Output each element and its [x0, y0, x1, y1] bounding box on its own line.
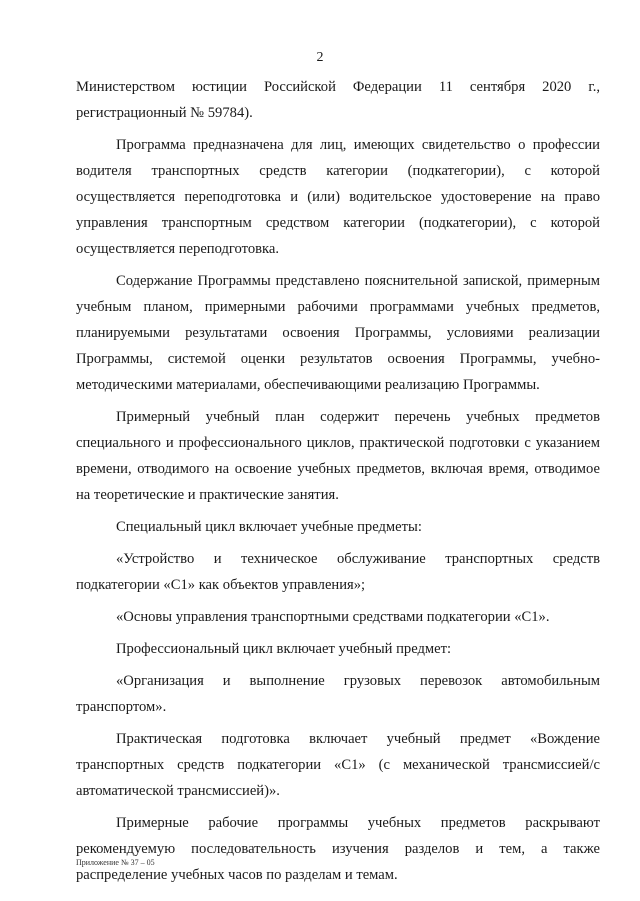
document-body: [76, 74, 600, 894]
footer-annex-label: Приложение № 37 – 05: [76, 858, 155, 867]
paragraph-work-programs: Примерные рабочие программы учебных предметов раскрывают рекомендуемую последовательность изучения разделов и тем, а также распределение учебных часов по разделам и темам.: [76, 815, 600, 883]
paragraph-special-cycle: Специальный цикл включает учебные предметы:: [116, 519, 422, 535]
paragraph-curriculum: Примерный учебный план содержит перечень учебных предметов специального и профессионального циклов, практической подготовки с указанием времени, отводимого на освоение учебных предметов, включая время, отводимое на теоретические и практические занятия.: [76, 409, 600, 503]
paragraph-practical-training: Практическая подготовка включает учебный предмет «Вождение транспортных средств подкатегории «C1» (с механической трансмиссией/с автоматической трансмиссией)».: [76, 731, 600, 799]
paragraph-subject-control: «Основы управления транспортными средствами подкатегории «C1».: [116, 609, 550, 625]
paragraph-subject-transport: «Организация и выполнение грузовых перевозок автомобильным транспортом».: [76, 673, 600, 715]
paragraph-continuation: Министерством юстиции Российской Федерации 11 сентября 2020 г., регистрационный № 59784).: [76, 79, 600, 121]
page-number: 2: [316, 50, 324, 65]
paragraph-subject-device: «Устройство и техническое обслуживание транспортных средств подкатегории «C1» как объектов управления»;: [76, 551, 600, 593]
paragraph-professional-cycle: Профессиональный цикл включает учебный предмет:: [116, 641, 452, 657]
paragraph-program-audience: Программа предназначена для лиц, имеющих свидетельство о профессии водителя транспортных средств категории (подкатегории), с которой осуществляется переподготовка и (или) водительское удостоверение на право управления транспортным средством категории (подкатегории), с которой осуществляется переподготовка.: [76, 137, 600, 257]
paragraph-program-content: Содержание Программы представлено пояснительной запиской, примерным учебным планом, примерными рабочими программами учебных предметов, планируемыми результатами освоения Программы, условиями реализации Программы, системой оценки результатов освоения Программы, учебно-методическими материалами, обеспечивающими реализацию Программы.: [76, 273, 600, 393]
